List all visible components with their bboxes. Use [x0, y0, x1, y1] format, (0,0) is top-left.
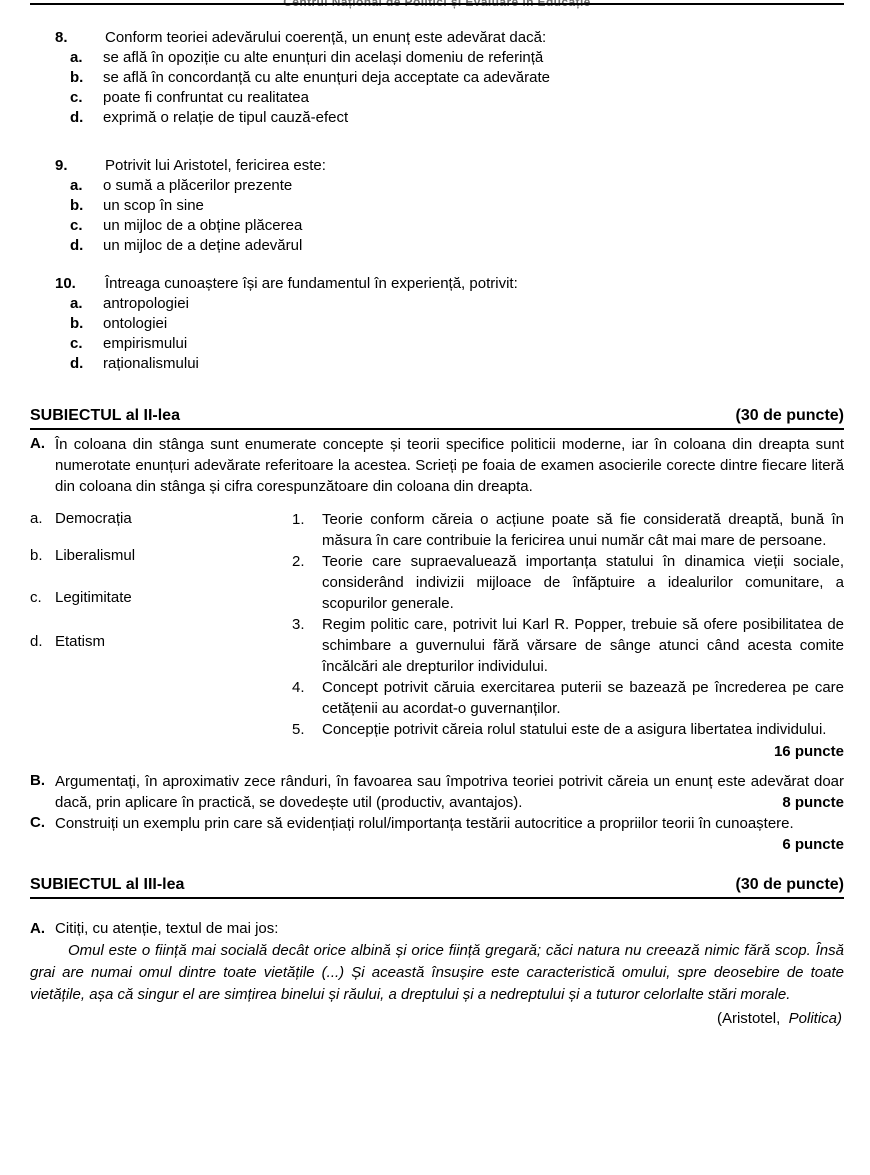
item-text: Teorie care supraevaluează importanța statului în dinamica vieții sociale, considerând indivizii mijloace de înfăptuire a idealurilor comunitare, a scopurilor generale. [322, 553, 844, 612]
subject3-part-a [30, 919, 844, 939]
option-letter: b. [70, 197, 84, 214]
question-10 [30, 274, 844, 374]
part-a-intro: Citiți, cu atenție, textul de mai jos: [55, 920, 279, 937]
left-item-a [30, 509, 292, 529]
aristotle-quote: Omul este o ființă mai socială decât orice albină și orice ființă gregară; căci natura nu creează nimic fără scop. Însă grai are numai omul dintre toate vietățile (...) Și această însușire este caracteristică omului, spre deosebire de toate vietățile, așa că singur el are simțirea binelui și răului, a dreptului și a nedreptului și a tuturor celorlalte stări morale. [30, 942, 844, 1003]
option-b [30, 196, 844, 216]
item-text: Teorie conform căreia o acțiune poate să fie considerată dreaptă, bună în măsura în care contribuie la fericirea unui număr cât mai mare de persoane. [322, 511, 844, 549]
option-a [30, 294, 844, 314]
part-a-text: În coloana din stânga sunt enumerate concepte și teorii specifice politicii moderne, iar în coloana din dreapta sunt numerotate enunțuri adevărate referitoare la acestea. Scrieți pe foaia de examen asocierile corecte dintre fiecare literă din coloana din stânga și cifra corespunzătoare din coloana din dreapta. [55, 436, 844, 495]
option-text: antropologiei [103, 295, 189, 312]
matching-right-column [292, 509, 844, 740]
question-text: Întreaga cunoaștere își are fundamentul în experiență, potrivit: [105, 275, 518, 292]
part-c-text [55, 813, 844, 855]
part-marker: B. [30, 772, 45, 789]
item-text: Regim politic care, potrivit lui Karl R. Popper, trebuie să ofere posibilitatea de schimbare a guvernului fără vărsare de sânge atunci când acesta comite încălcări ale drepturilor individului. [322, 616, 844, 675]
part-b-points: 8 puncte [782, 794, 844, 811]
option-letter: b. [70, 69, 84, 86]
matching-left-column [30, 509, 292, 740]
right-item-4 [292, 677, 844, 719]
part-a-points: 16 puncte [773, 743, 844, 760]
item-number: 3. [292, 616, 305, 633]
option-letter: a. [70, 49, 83, 66]
option-text: exprimă o relație de tipul cauză-efect [103, 109, 349, 126]
option-letter: c. [70, 217, 83, 234]
option-text: se află în concordanță cu alte enunțuri deja acceptate ca adevărate [103, 69, 550, 86]
option-letter: d. [70, 355, 84, 372]
item-text: Legitimitate [55, 589, 132, 606]
option-d [30, 108, 844, 128]
item-number: 4. [292, 679, 305, 696]
option-d [30, 236, 844, 256]
left-item-b [30, 546, 292, 566]
question-number: 9. [55, 157, 68, 174]
right-item-5 [292, 719, 844, 740]
subject3-title: SUBIECTUL al III-lea [30, 876, 185, 893]
option-text: poate fi confruntat cu realitatea [103, 89, 309, 106]
subject2-part-c [30, 813, 844, 855]
option-letter: b. [70, 315, 84, 332]
right-item-2 [292, 551, 844, 614]
page-header [30, 0, 844, 14]
item-number: 5. [292, 721, 305, 738]
item-text: Liberalismul [55, 547, 136, 564]
option-letter: a. [70, 295, 83, 312]
option-letter: c. [70, 89, 83, 106]
part-marker: A. [30, 435, 45, 452]
quote-attribution [30, 1009, 844, 1029]
option-letter: c. [70, 335, 83, 352]
option-text: un scop în sine [103, 197, 204, 214]
option-b [30, 314, 844, 334]
option-d [30, 354, 844, 374]
option-c [30, 216, 844, 236]
header-institution-text [30, 0, 844, 12]
option-letter: d. [70, 109, 84, 126]
item-number: 1. [292, 511, 305, 528]
part-marker: A. [30, 920, 45, 937]
subject2-points: (30 de puncte) [735, 407, 844, 424]
item-text: Etatism [55, 633, 106, 650]
option-c [30, 334, 844, 354]
attribution-work: Politica) [788, 1010, 842, 1027]
item-text: Concepție potrivit căreia rolul statului este de a asigura libertatea individului. [322, 721, 827, 738]
part-b-body: Argumentați, în aproximativ zece rânduri, în favoarea sau împotriva teoriei potrivit căreia un enunț este adevărat doar dacă, prin aplicare în practică, se dovedește util (productiv, avantajos). [55, 773, 844, 811]
option-letter: a. [70, 177, 83, 194]
item-letter: d. [30, 633, 43, 650]
item-letter: a. [30, 510, 43, 527]
part-b-text [55, 771, 844, 813]
option-text: empirismului [103, 335, 188, 352]
option-b [30, 68, 844, 88]
subject2-heading [30, 406, 844, 430]
option-text: o sumă a plăcerilor prezente [103, 177, 293, 194]
subject2-title: SUBIECTUL al II-lea [30, 407, 180, 424]
item-text: Concept potrivit căruia exercitarea puterii se bazează pe încrederea pe care cetățenii au acordat-o guvernanților. [322, 679, 844, 717]
option-text: raționalismului [103, 355, 199, 372]
subject2-part-a [30, 434, 844, 497]
question-number: 10. [55, 275, 76, 292]
option-a [30, 48, 844, 68]
question-8 [30, 28, 844, 128]
question-9 [30, 156, 844, 256]
item-text: Democrația [55, 510, 132, 527]
option-text: un mijloc de a deține adevărul [103, 237, 303, 254]
left-item-c [30, 588, 292, 608]
header-divider [30, 3, 844, 5]
option-c [30, 88, 844, 108]
part-c-body: Construiți un exemplu prin care să evidențiați rolul/importanța testării autocritice a propriilor teorii în cunoaștere. [55, 815, 794, 832]
question-number: 8. [55, 29, 68, 46]
option-text: se află în opoziție cu alte enunțuri din același domeniu de referință [103, 49, 544, 66]
left-item-d [30, 632, 292, 652]
part-marker: C. [30, 814, 45, 831]
matching-exercise [30, 509, 844, 740]
right-item-1 [292, 509, 844, 551]
option-text: ontologiei [103, 315, 168, 332]
item-letter: b. [30, 547, 43, 564]
question-text: Conform teoriei adevărului coerență, un enunț este adevărat dacă: [105, 29, 547, 46]
right-item-3 [292, 614, 844, 677]
option-text: un mijloc de a obține plăcerea [103, 217, 303, 234]
subject2-part-b [30, 771, 844, 813]
attribution-author: (Aristotel, [716, 1010, 785, 1027]
question-text: Potrivit lui Aristotel, fericirea este: [105, 157, 326, 174]
subject3-points: (30 de puncte) [735, 876, 844, 893]
option-letter: d. [70, 237, 84, 254]
subject3-heading [30, 875, 844, 899]
item-letter: c. [30, 589, 42, 606]
part-c-points: 6 puncte [782, 836, 844, 853]
item-number: 2. [292, 553, 305, 570]
option-a [30, 176, 844, 196]
